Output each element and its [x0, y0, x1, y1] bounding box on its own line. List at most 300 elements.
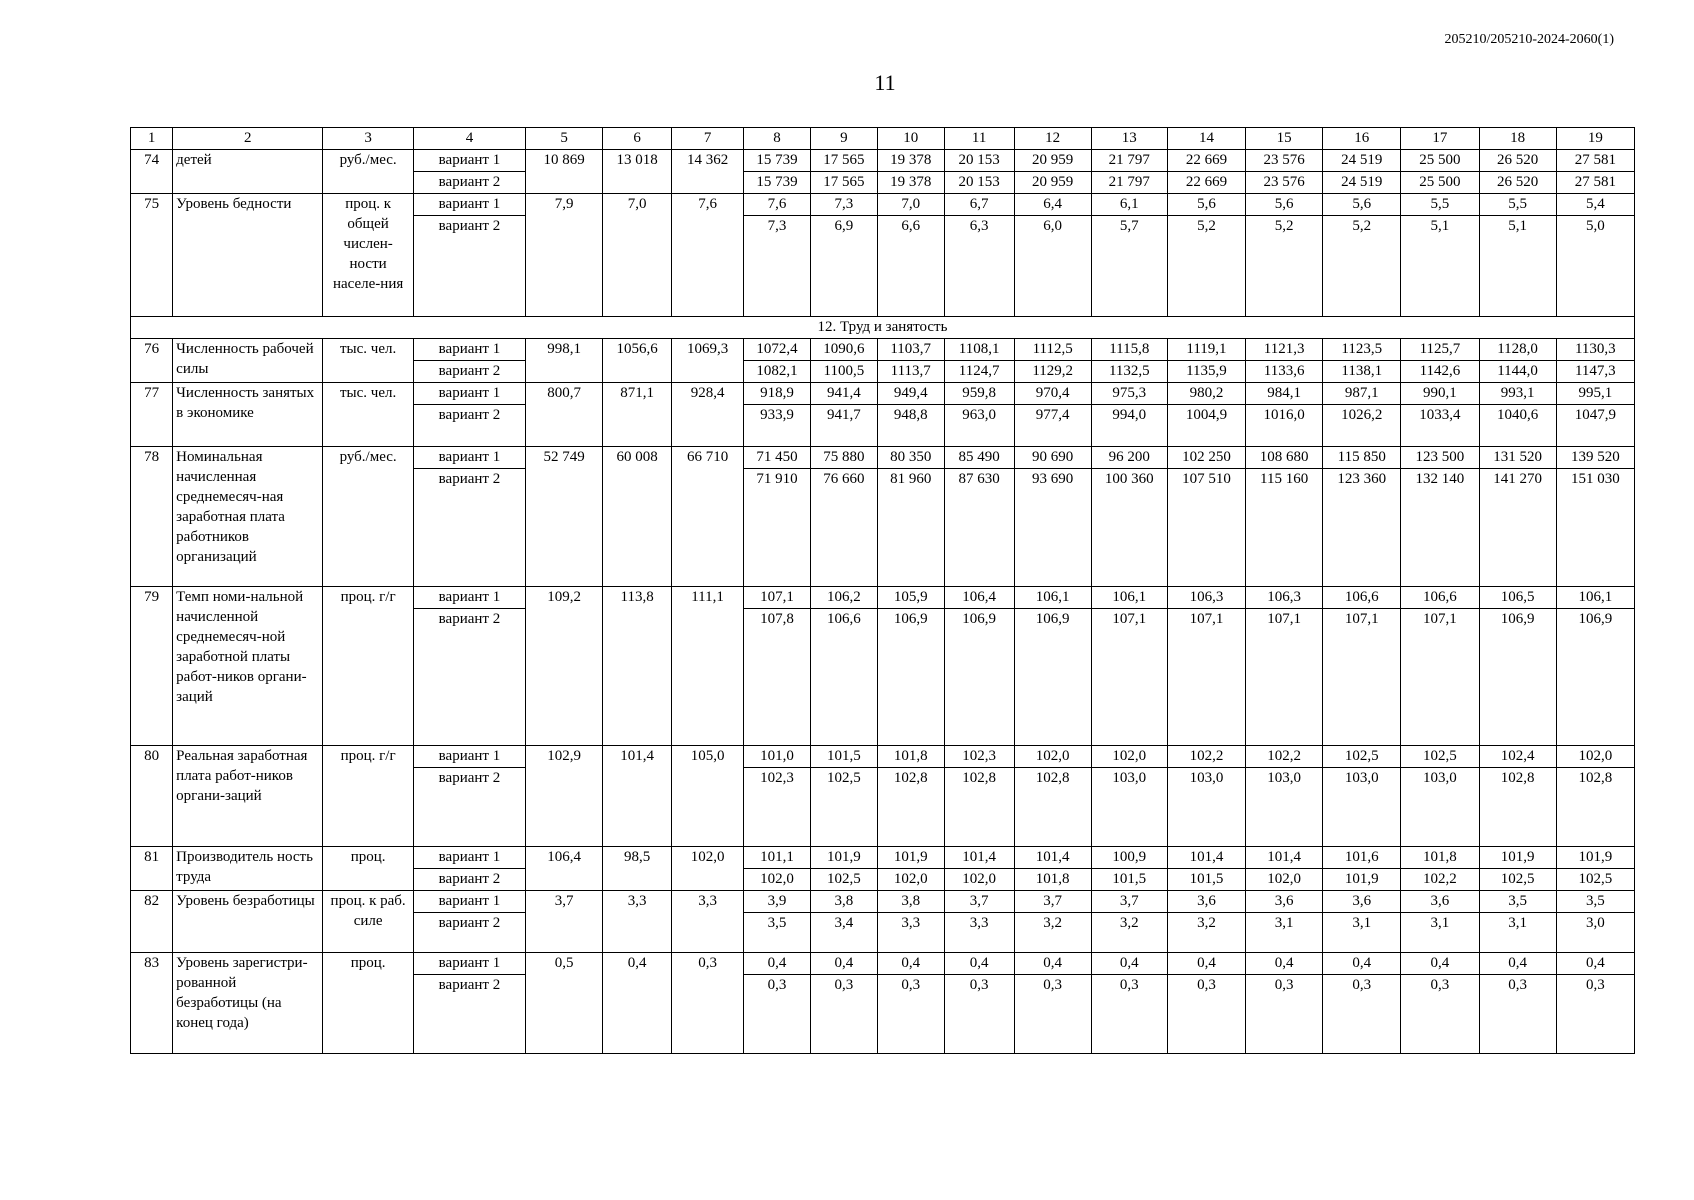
column-number-19: 19 — [1556, 128, 1634, 150]
variant-1-value: 23 576 — [1246, 150, 1323, 172]
indicator-name: Численность занятых в экономике — [173, 383, 323, 447]
variant-1-value: 5,5 — [1479, 194, 1556, 216]
variant-2-label: вариант 2 — [413, 975, 525, 1054]
variant-2-value: 6,9 — [810, 216, 877, 317]
variant-1-value: 941,4 — [810, 383, 877, 405]
unit: проц. — [323, 953, 414, 1054]
column-number-14: 14 — [1167, 128, 1245, 150]
variant-1-value: 993,1 — [1479, 383, 1556, 405]
column-number-18: 18 — [1479, 128, 1556, 150]
variant-1-value: 0,4 — [1014, 953, 1091, 975]
variant-1-value: 0,4 — [1323, 953, 1401, 975]
variant-2-value: 103,0 — [1401, 768, 1479, 847]
variant-1-value: 106,6 — [1401, 587, 1479, 609]
row-number: 78 — [131, 447, 173, 587]
base-value: 998,1 — [526, 339, 603, 383]
variant-2-value: 132 140 — [1401, 469, 1479, 587]
variant-2-value: 106,9 — [1556, 609, 1634, 746]
variant-1-value: 101,4 — [1246, 847, 1323, 869]
variant-2-value: 3,3 — [944, 913, 1014, 953]
variant-2-value: 102,8 — [1479, 768, 1556, 847]
base-value: 60 008 — [603, 447, 672, 587]
column-number-4: 4 — [413, 128, 525, 150]
unit: проц. к раб. силе — [323, 891, 414, 953]
variant-1-value: 980,2 — [1167, 383, 1245, 405]
variant-1-value: 5,6 — [1167, 194, 1245, 216]
variant-1-value: 106,1 — [1014, 587, 1091, 609]
variant-2-value: 81 960 — [877, 469, 944, 587]
variant-1-value: 3,8 — [810, 891, 877, 913]
variant-2-value: 5,1 — [1479, 216, 1556, 317]
variant-2-label: вариант 2 — [413, 405, 525, 447]
variant-1-value: 7,0 — [877, 194, 944, 216]
variant-1-value: 3,7 — [1091, 891, 1167, 913]
column-number-13: 13 — [1091, 128, 1167, 150]
variant-2-value: 5,1 — [1401, 216, 1479, 317]
variant-2-value: 71 910 — [744, 469, 811, 587]
variant-2-value: 115 160 — [1246, 469, 1323, 587]
table-row — [131, 383, 1635, 405]
row-number: 77 — [131, 383, 173, 447]
variant-2-value: 1047,9 — [1556, 405, 1634, 447]
variant-2-value: 0,3 — [1167, 975, 1245, 1054]
variant-1-value: 0,4 — [1246, 953, 1323, 975]
variant-2-value: 3,2 — [1091, 913, 1167, 953]
row-number: 75 — [131, 194, 173, 317]
variant-2-label: вариант 2 — [413, 361, 525, 383]
variant-1-label: вариант 1 — [413, 953, 525, 975]
variant-1-value: 106,4 — [944, 587, 1014, 609]
variant-2-value: 1129,2 — [1014, 361, 1091, 383]
base-value: 800,7 — [526, 383, 603, 447]
variant-1-value: 101,0 — [744, 746, 811, 768]
base-value: 102,0 — [672, 847, 744, 891]
variant-2-value: 6,6 — [877, 216, 944, 317]
column-number-8: 8 — [744, 128, 811, 150]
variant-1-value: 0,4 — [944, 953, 1014, 975]
variant-2-value: 123 360 — [1323, 469, 1401, 587]
variant-2-value: 6,3 — [944, 216, 1014, 317]
variant-1-value: 0,4 — [810, 953, 877, 975]
variant-1-value: 5,5 — [1401, 194, 1479, 216]
variant-2-value: 5,2 — [1323, 216, 1401, 317]
variant-2-value: 0,3 — [1479, 975, 1556, 1054]
variant-1-value: 959,8 — [944, 383, 1014, 405]
variant-2-value: 3,1 — [1323, 913, 1401, 953]
variant-1-value: 3,7 — [1014, 891, 1091, 913]
variant-1-value: 1125,7 — [1401, 339, 1479, 361]
variant-1-value: 3,6 — [1323, 891, 1401, 913]
variant-2-value: 3,2 — [1014, 913, 1091, 953]
variant-1-value: 106,3 — [1167, 587, 1245, 609]
variant-1-value: 101,4 — [1167, 847, 1245, 869]
variant-2-value: 1132,5 — [1091, 361, 1167, 383]
indicator-name: Численность рабочей силы — [173, 339, 323, 383]
variant-1-value: 3,5 — [1556, 891, 1634, 913]
variant-2-value: 933,9 — [744, 405, 811, 447]
variant-2-value: 1133,6 — [1246, 361, 1323, 383]
variant-2-value: 102,5 — [810, 869, 877, 891]
variant-2-value: 1040,6 — [1479, 405, 1556, 447]
section-header-row — [131, 317, 1635, 339]
row-number: 76 — [131, 339, 173, 383]
variant-2-value: 102,8 — [944, 768, 1014, 847]
column-number-1: 1 — [131, 128, 173, 150]
variant-1-value: 1112,5 — [1014, 339, 1091, 361]
indicator-name: Уровень безработицы — [173, 891, 323, 953]
base-value: 7,0 — [603, 194, 672, 317]
column-numbers-header — [131, 128, 1635, 150]
variant-2-value: 0,3 — [877, 975, 944, 1054]
variant-1-value: 101,9 — [1556, 847, 1634, 869]
unit: проц. к общей числен-ности населе-ния — [323, 194, 414, 317]
variant-1-value: 108 680 — [1246, 447, 1323, 469]
base-value: 13 018 — [603, 150, 672, 194]
variant-2-value: 102,3 — [744, 768, 811, 847]
variant-1-value: 3,6 — [1401, 891, 1479, 913]
variant-2-value: 1147,3 — [1556, 361, 1634, 383]
variant-2-value: 941,7 — [810, 405, 877, 447]
row-number: 80 — [131, 746, 173, 847]
base-value: 101,4 — [603, 746, 672, 847]
variant-1-value: 7,6 — [744, 194, 811, 216]
variant-1-value: 102,0 — [1556, 746, 1634, 768]
indicator-name: Номинальная начисленная среднемесяч-ная заработная плата работников организаций — [173, 447, 323, 587]
variant-2-value: 21 797 — [1091, 172, 1167, 194]
variant-2-value: 3,1 — [1479, 913, 1556, 953]
variant-1-value: 3,5 — [1479, 891, 1556, 913]
variant-2-value: 24 519 — [1323, 172, 1401, 194]
variant-2-label: вариант 2 — [413, 216, 525, 317]
base-value: 3,3 — [672, 891, 744, 953]
unit: тыс. чел. — [323, 383, 414, 447]
variant-1-value: 1130,3 — [1556, 339, 1634, 361]
variant-1-label: вариант 1 — [413, 194, 525, 216]
variant-1-value: 26 520 — [1479, 150, 1556, 172]
base-value: 1069,3 — [672, 339, 744, 383]
variant-1-value: 0,4 — [877, 953, 944, 975]
variant-1-value: 22 669 — [1167, 150, 1245, 172]
variant-1-value: 5,4 — [1556, 194, 1634, 216]
variant-1-value: 6,7 — [944, 194, 1014, 216]
variant-1-label: вариант 1 — [413, 339, 525, 361]
variant-1-value: 105,9 — [877, 587, 944, 609]
page-number: 11 — [874, 70, 896, 95]
variant-2-value: 0,3 — [944, 975, 1014, 1054]
table-row — [131, 150, 1635, 172]
variant-1-value: 24 519 — [1323, 150, 1401, 172]
row-number: 81 — [131, 847, 173, 891]
variant-1-value: 85 490 — [944, 447, 1014, 469]
variant-1-value: 1108,1 — [944, 339, 1014, 361]
variant-2-value: 107,1 — [1401, 609, 1479, 746]
variant-2-value: 102,0 — [744, 869, 811, 891]
variant-1-value: 102,0 — [1014, 746, 1091, 768]
indicator-name: Уровень бедности — [173, 194, 323, 317]
variant-1-value: 25 500 — [1401, 150, 1479, 172]
row-number: 79 — [131, 587, 173, 746]
variant-2-value: 22 669 — [1167, 172, 1245, 194]
variant-2-value: 1135,9 — [1167, 361, 1245, 383]
column-number-10: 10 — [877, 128, 944, 150]
variant-2-value: 87 630 — [944, 469, 1014, 587]
variant-1-value: 1121,3 — [1246, 339, 1323, 361]
variant-1-value: 101,8 — [1401, 847, 1479, 869]
variant-1-value: 0,4 — [1556, 953, 1634, 975]
variant-2-value: 1082,1 — [744, 361, 811, 383]
variant-1-value: 71 450 — [744, 447, 811, 469]
column-number-5: 5 — [526, 128, 603, 150]
variant-2-value: 107,1 — [1091, 609, 1167, 746]
table-row — [131, 339, 1635, 361]
section-title: 12. Труд и занятость — [131, 317, 1635, 339]
unit: руб./мес. — [323, 447, 414, 587]
variant-2-value: 102,5 — [810, 768, 877, 847]
variant-1-value: 0,4 — [1167, 953, 1245, 975]
variant-2-value: 20 959 — [1014, 172, 1091, 194]
variant-2-label: вариант 2 — [413, 869, 525, 891]
table-row — [131, 746, 1635, 768]
variant-2-value: 0,3 — [1401, 975, 1479, 1054]
variant-2-value: 102,5 — [1479, 869, 1556, 891]
base-value: 52 749 — [526, 447, 603, 587]
variant-2-value: 0,3 — [1246, 975, 1323, 1054]
variant-1-value: 106,1 — [1091, 587, 1167, 609]
variant-2-value: 3,0 — [1556, 913, 1634, 953]
variant-1-value: 100,9 — [1091, 847, 1167, 869]
variant-2-value: 102,2 — [1401, 869, 1479, 891]
variant-2-value: 0,3 — [1556, 975, 1634, 1054]
indicator-name: Уровень зарегистри-рованной безработицы (на конец года) — [173, 953, 323, 1054]
base-value: 98,5 — [603, 847, 672, 891]
column-number-11: 11 — [944, 128, 1014, 150]
variant-1-value: 102,5 — [1323, 746, 1401, 768]
variant-1-value: 101,4 — [944, 847, 1014, 869]
variant-2-value: 5,2 — [1246, 216, 1323, 317]
row-number: 82 — [131, 891, 173, 953]
base-value: 14 362 — [672, 150, 744, 194]
variant-2-value: 102,5 — [1556, 869, 1634, 891]
variant-2-value: 103,0 — [1091, 768, 1167, 847]
variant-1-value: 106,2 — [810, 587, 877, 609]
variant-1-value: 984,1 — [1246, 383, 1323, 405]
variant-1-value: 101,1 — [744, 847, 811, 869]
variant-2-value: 106,9 — [1479, 609, 1556, 746]
variant-1-value: 27 581 — [1556, 150, 1634, 172]
variant-1-value: 106,1 — [1556, 587, 1634, 609]
base-value: 109,2 — [526, 587, 603, 746]
variant-2-value: 5,7 — [1091, 216, 1167, 317]
variant-2-value: 102,0 — [877, 869, 944, 891]
variant-1-value: 139 520 — [1556, 447, 1634, 469]
variant-1-value: 1119,1 — [1167, 339, 1245, 361]
forecast-table — [130, 127, 1635, 1054]
variant-2-value: 107,1 — [1323, 609, 1401, 746]
variant-1-value: 21 797 — [1091, 150, 1167, 172]
variant-2-value: 948,8 — [877, 405, 944, 447]
variant-1-value: 7,3 — [810, 194, 877, 216]
unit: проц. г/г — [323, 746, 414, 847]
column-number-17: 17 — [1401, 128, 1479, 150]
variant-1-value: 102 250 — [1167, 447, 1245, 469]
variant-2-value: 17 565 — [810, 172, 877, 194]
variant-2-label: вариант 2 — [413, 768, 525, 847]
variant-2-value: 151 030 — [1556, 469, 1634, 587]
variant-2-value: 5,0 — [1556, 216, 1634, 317]
variant-2-value: 26 520 — [1479, 172, 1556, 194]
variant-2-value: 1113,7 — [877, 361, 944, 383]
variant-2-value: 5,2 — [1167, 216, 1245, 317]
variant-2-value: 107,1 — [1167, 609, 1245, 746]
unit: проц. — [323, 847, 414, 891]
column-number-2: 2 — [173, 128, 323, 150]
variant-2-value: 0,3 — [810, 975, 877, 1054]
variant-1-label: вариант 1 — [413, 847, 525, 869]
variant-2-value: 102,8 — [1556, 768, 1634, 847]
indicator-name: детей — [173, 150, 323, 194]
variant-1-value: 995,1 — [1556, 383, 1634, 405]
table-row — [131, 953, 1635, 975]
variant-1-value: 101,9 — [810, 847, 877, 869]
variant-2-value: 1124,7 — [944, 361, 1014, 383]
variant-2-label: вариант 2 — [413, 172, 525, 194]
column-number-3: 3 — [323, 128, 414, 150]
variant-2-value: 102,0 — [1246, 869, 1323, 891]
unit: проц. г/г — [323, 587, 414, 746]
variant-2-value: 994,0 — [1091, 405, 1167, 447]
variant-2-value: 0,3 — [1014, 975, 1091, 1054]
variant-2-value: 100 360 — [1091, 469, 1167, 587]
variant-1-value: 15 739 — [744, 150, 811, 172]
variant-1-value: 131 520 — [1479, 447, 1556, 469]
variant-2-value: 101,5 — [1167, 869, 1245, 891]
variant-2-value: 15 739 — [744, 172, 811, 194]
document-id: 205210/205210-2024-2060(1) — [1444, 32, 1614, 47]
variant-1-label: вариант 1 — [413, 746, 525, 768]
variant-1-value: 101,9 — [1479, 847, 1556, 869]
variant-2-value: 1138,1 — [1323, 361, 1401, 383]
variant-1-value: 107,1 — [744, 587, 811, 609]
column-number-9: 9 — [810, 128, 877, 150]
variant-2-value: 3,2 — [1167, 913, 1245, 953]
variant-2-value: 103,0 — [1323, 768, 1401, 847]
variant-2-value: 101,5 — [1091, 869, 1167, 891]
variant-1-value: 106,5 — [1479, 587, 1556, 609]
base-value: 928,4 — [672, 383, 744, 447]
variant-1-value: 75 880 — [810, 447, 877, 469]
variant-2-value: 3,5 — [744, 913, 811, 953]
table-row — [131, 587, 1635, 609]
variant-2-value: 107,8 — [744, 609, 811, 746]
variant-1-value: 987,1 — [1323, 383, 1401, 405]
variant-2-value: 20 153 — [944, 172, 1014, 194]
variant-1-value: 3,6 — [1246, 891, 1323, 913]
base-value: 66 710 — [672, 447, 744, 587]
indicator-name: Реальная заработная плата работ-ников органи-заций — [173, 746, 323, 847]
variant-2-value: 1004,9 — [1167, 405, 1245, 447]
variant-2-value: 106,9 — [877, 609, 944, 746]
variant-2-label: вариант 2 — [413, 609, 525, 746]
variant-2-value: 0,3 — [1091, 975, 1167, 1054]
variant-1-value: 0,4 — [1401, 953, 1479, 975]
variant-1-value: 101,4 — [1014, 847, 1091, 869]
variant-2-value: 977,4 — [1014, 405, 1091, 447]
variant-2-value: 3,3 — [877, 913, 944, 953]
base-value: 3,7 — [526, 891, 603, 953]
variant-2-value: 1016,0 — [1246, 405, 1323, 447]
variant-1-value: 101,5 — [810, 746, 877, 768]
variant-2-value: 141 270 — [1479, 469, 1556, 587]
variant-1-label: вариант 1 — [413, 150, 525, 172]
variant-2-value: 76 660 — [810, 469, 877, 587]
variant-1-value: 6,1 — [1091, 194, 1167, 216]
variant-1-value: 918,9 — [744, 383, 811, 405]
variant-2-value: 103,0 — [1167, 768, 1245, 847]
variant-1-value: 80 350 — [877, 447, 944, 469]
variant-2-value: 106,6 — [810, 609, 877, 746]
variant-2-value: 102,0 — [944, 869, 1014, 891]
indicator-name: Производитель ность труда — [173, 847, 323, 891]
variant-2-value: 106,9 — [1014, 609, 1091, 746]
column-number-7: 7 — [672, 128, 744, 150]
variant-1-value: 6,4 — [1014, 194, 1091, 216]
variant-1-value: 20 959 — [1014, 150, 1091, 172]
variant-2-value: 102,8 — [1014, 768, 1091, 847]
variant-1-value: 106,6 — [1323, 587, 1401, 609]
variant-1-value: 17 565 — [810, 150, 877, 172]
variant-1-value: 1123,5 — [1323, 339, 1401, 361]
variant-1-value: 96 200 — [1091, 447, 1167, 469]
variant-2-value: 3,4 — [810, 913, 877, 953]
variant-2-value: 963,0 — [944, 405, 1014, 447]
variant-2-label: вариант 2 — [413, 913, 525, 953]
base-value: 102,9 — [526, 746, 603, 847]
base-value: 7,6 — [672, 194, 744, 317]
variant-2-value: 103,0 — [1246, 768, 1323, 847]
variant-1-label: вариант 1 — [413, 587, 525, 609]
variant-1-value: 990,1 — [1401, 383, 1479, 405]
variant-1-value: 1090,6 — [810, 339, 877, 361]
variant-1-value: 1072,4 — [744, 339, 811, 361]
variant-1-value: 1103,7 — [877, 339, 944, 361]
variant-2-value: 107 510 — [1167, 469, 1245, 587]
variant-2-value: 1144,0 — [1479, 361, 1556, 383]
column-number-6: 6 — [603, 128, 672, 150]
variant-1-value: 102,2 — [1246, 746, 1323, 768]
base-value: 7,9 — [526, 194, 603, 317]
variant-2-value: 1142,6 — [1401, 361, 1479, 383]
variant-1-value: 3,7 — [944, 891, 1014, 913]
variant-2-value: 1100,5 — [810, 361, 877, 383]
base-value: 106,4 — [526, 847, 603, 891]
row-number: 83 — [131, 953, 173, 1054]
variant-1-label: вариант 1 — [413, 891, 525, 913]
unit: тыс. чел. — [323, 339, 414, 383]
variant-2-value: 0,3 — [1323, 975, 1401, 1054]
variant-1-value: 970,4 — [1014, 383, 1091, 405]
base-value: 0,3 — [672, 953, 744, 1054]
base-value: 0,5 — [526, 953, 603, 1054]
column-number-16: 16 — [1323, 128, 1401, 150]
variant-1-value: 106,3 — [1246, 587, 1323, 609]
variant-1-value: 19 378 — [877, 150, 944, 172]
base-value: 111,1 — [672, 587, 744, 746]
variant-2-value: 23 576 — [1246, 172, 1323, 194]
variant-1-label: вариант 1 — [413, 383, 525, 405]
variant-1-value: 1115,8 — [1091, 339, 1167, 361]
variant-1-value: 1128,0 — [1479, 339, 1556, 361]
variant-2-value: 102,8 — [877, 768, 944, 847]
